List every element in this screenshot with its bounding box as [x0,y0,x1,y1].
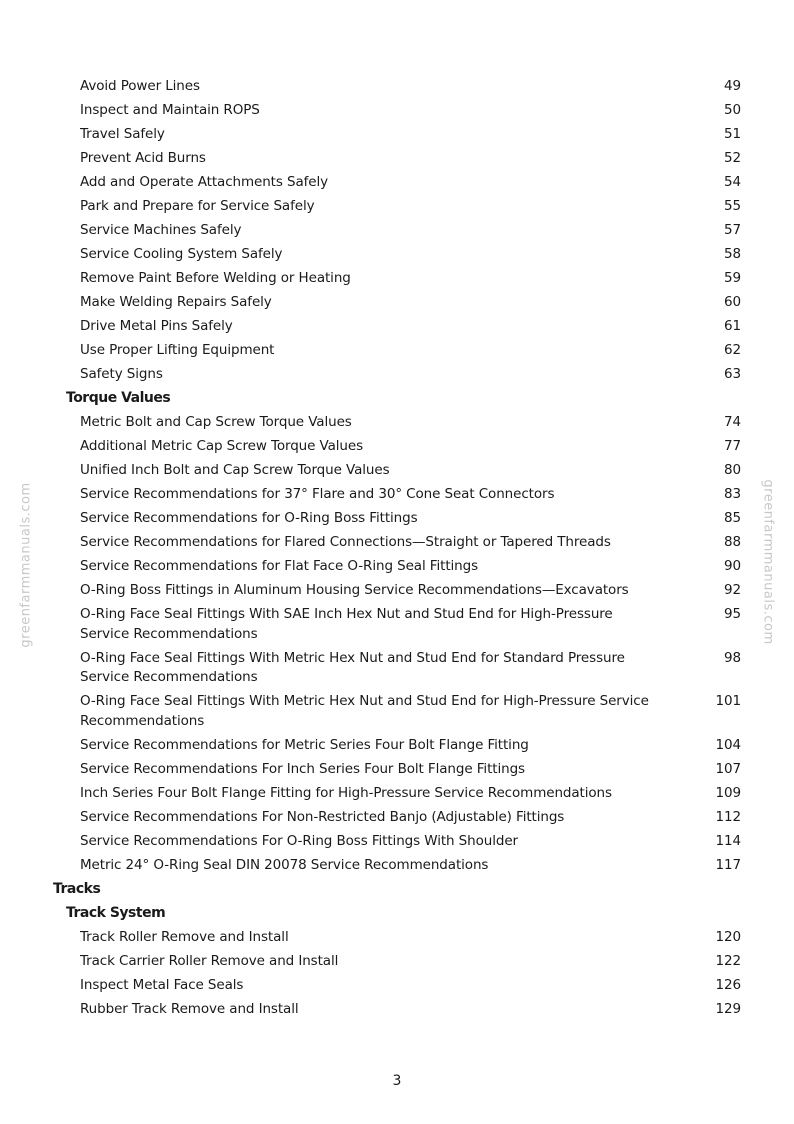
toc-entry[interactable] [0,195,794,219]
toc-entry-page-number: 122 [715,952,741,969]
toc-entry[interactable] [0,219,794,243]
toc-entry-title: O-Ring Face Seal Fittings With Metric Hex Nut and Stud End for Standard Pressure Service Recommendations [80,649,625,686]
toc-entry[interactable] [0,758,794,782]
toc-entry-title: Service Recommendations For Inch Series Four Bolt Flange Fittings [80,760,525,777]
toc-entry[interactable] [0,998,794,1022]
toc-entry[interactable] [0,99,794,123]
toc-entry-title: Safety Signs [80,366,163,383]
toc-entry[interactable] [0,830,794,854]
toc-entry-title: Remove Paint Before Welding or Heating [80,270,351,287]
toc-entry-page-number: 51 [724,126,741,143]
toc-entry[interactable] [0,854,794,878]
toc-entry-title: Metric 24° O-Ring Seal DIN 20078 Service Recommendations [80,856,489,873]
toc-entry-page-number: 63 [724,366,741,383]
toc-entry[interactable] [0,734,794,758]
toc-entry[interactable] [0,267,794,291]
toc-entry[interactable] [0,926,794,950]
toc-section-heading[interactable] [0,878,794,902]
toc-entry-page-number: 117 [715,856,741,873]
toc-entry-page-number: 129 [715,1000,741,1017]
toc-entry-title: Metric Bolt and Cap Screw Torque Values [80,414,352,431]
toc-entry-page-number: 52 [724,150,741,167]
watermark-right: greenfarmmanuals.com [760,479,776,645]
toc-entry-title: O-Ring Face Seal Fittings With SAE Inch Hex Nut and Stud End for High-Pressure Service Recommendations [80,606,613,642]
toc-entry[interactable] [0,171,794,195]
toc-entry-title: Tracks [53,880,101,897]
toc-entry-page-number: 92 [724,582,741,599]
toc-entry-title: Service Recommendations For O-Ring Boss Fittings With Shoulder [80,832,519,849]
toc-entry[interactable] [0,459,794,483]
toc-entry-title: Service Recommendations for Flat Face O-Ring Seal Fittings [80,558,479,575]
toc-entry[interactable] [0,339,794,363]
toc-entry-title: Travel Safely [80,126,165,143]
toc-entry-title: Park and Prepare for Service Safely [80,198,315,215]
toc-entry[interactable] [0,435,794,459]
toc-entry-page-number: 85 [724,510,741,527]
toc-entry[interactable] [0,243,794,267]
toc-entry[interactable] [0,291,794,315]
toc-subsection-heading[interactable] [0,387,794,411]
toc-entry-page-number: 95 [724,606,741,623]
toc-entry-title: Track Carrier Roller Remove and Install [80,952,339,969]
toc-entry-title: Track System [66,904,166,921]
toc-entry-title: Prevent Acid Burns [80,150,206,167]
toc-entry-page-number: 59 [724,270,741,287]
toc-entry-title: Service Recommendations for Flared Connections—Straight or Tapered Threads [80,534,611,551]
toc-entry-page-number: 74 [724,414,741,431]
toc-entry-page-number: 101 [715,693,741,710]
toc-entry[interactable] [0,411,794,435]
toc-entry-title: Make Welding Repairs Safely [80,294,272,311]
toc-entry-page-number: 61 [724,318,741,335]
toc-entry-page-number: 58 [724,246,741,263]
toc-entry[interactable] [0,806,794,830]
toc-entry-page-number: 54 [724,174,741,191]
toc-entry-page-number: 114 [715,832,741,849]
toc-entry-title: Track Roller Remove and Install [80,928,289,945]
table-of-contents [0,75,794,1022]
toc-entry[interactable] [0,363,794,387]
toc-entry-page-number: 80 [724,462,741,479]
toc-entry-title: O-Ring Face Seal Fittings With Metric Hex Nut and Stud End for High-Pressure Service Recommendations [80,693,649,729]
toc-entry[interactable] [0,950,794,974]
toc-entry-page-number: 83 [724,486,741,503]
watermark-left: greenfarmmanuals.com [18,482,34,648]
toc-entry-page-number: 62 [724,342,741,359]
toc-entry-page-number: 49 [724,78,741,95]
toc-entry-page-number: 90 [724,558,741,575]
toc-entry-title: O-Ring Boss Fittings in Aluminum Housing Service Recommendations—Excavators [80,582,629,599]
toc-entry[interactable] [0,75,794,99]
toc-subsection-heading[interactable] [0,902,794,926]
toc-entry-page-number: 104 [715,736,741,753]
toc-entry[interactable] [0,974,794,998]
toc-entry[interactable] [0,647,794,691]
toc-entry-page-number: 50 [724,102,741,119]
toc-entry-page-number: 77 [724,438,741,455]
toc-entry-page-number: 88 [724,534,741,551]
toc-entry-title: Unified Inch Bolt and Cap Screw Torque Values [80,462,390,479]
toc-entry-title: Avoid Power Lines [80,78,200,95]
toc-entry[interactable] [0,483,794,507]
toc-entry[interactable] [0,507,794,531]
toc-entry-title: Service Recommendations for 37° Flare and 30° Cone Seat Connectors [80,486,555,503]
toc-entry-page-number: 109 [715,784,741,801]
toc-entry[interactable] [0,315,794,339]
toc-entry-page-number: 57 [724,222,741,239]
toc-entry-title: Inspect Metal Face Seals [80,976,244,993]
toc-entry[interactable] [0,531,794,555]
toc-entry-title: Service Cooling System Safely [80,246,283,263]
toc-entry[interactable] [0,555,794,579]
toc-entry-page-number: 98 [724,649,741,666]
toc-entry[interactable] [0,690,794,734]
toc-entry-title: Service Recommendations For Non-Restricted Banjo (Adjustable) Fittings [80,808,565,825]
toc-entry-page-number: 60 [724,294,741,311]
toc-entry[interactable] [0,782,794,806]
toc-entry-title: Drive Metal Pins Safely [80,318,233,335]
toc-entry-page-number: 112 [715,808,741,825]
toc-entry-title: Additional Metric Cap Screw Torque Values [80,438,364,455]
toc-entry-title: Service Recommendations for O-Ring Boss Fittings [80,510,418,527]
toc-entry-title: Service Machines Safely [80,222,242,239]
toc-entry-page-number: 107 [715,760,741,777]
page-number: 3 [392,1073,402,1089]
toc-entry-title: Use Proper Lifting Equipment [80,342,275,359]
toc-entry[interactable] [0,603,794,647]
toc-entry-title: Inspect and Maintain ROPS [80,102,260,119]
toc-entry[interactable] [0,147,794,171]
toc-entry-title: Service Recommendations for Metric Series Four Bolt Flange Fitting [80,736,529,753]
toc-entry-page-number: 55 [724,198,741,215]
toc-entry-title: Inch Series Four Bolt Flange Fitting for High-Pressure Service Recommendations [80,784,612,801]
toc-entry-page-number: 126 [715,976,741,993]
toc-entry-title: Rubber Track Remove and Install [80,1000,299,1017]
toc-entry[interactable] [0,579,794,603]
toc-entry[interactable] [0,123,794,147]
toc-entry-page-number: 120 [715,928,741,945]
toc-entry-title: Add and Operate Attachments Safely [80,174,329,191]
toc-entry-title: Torque Values [66,390,171,407]
